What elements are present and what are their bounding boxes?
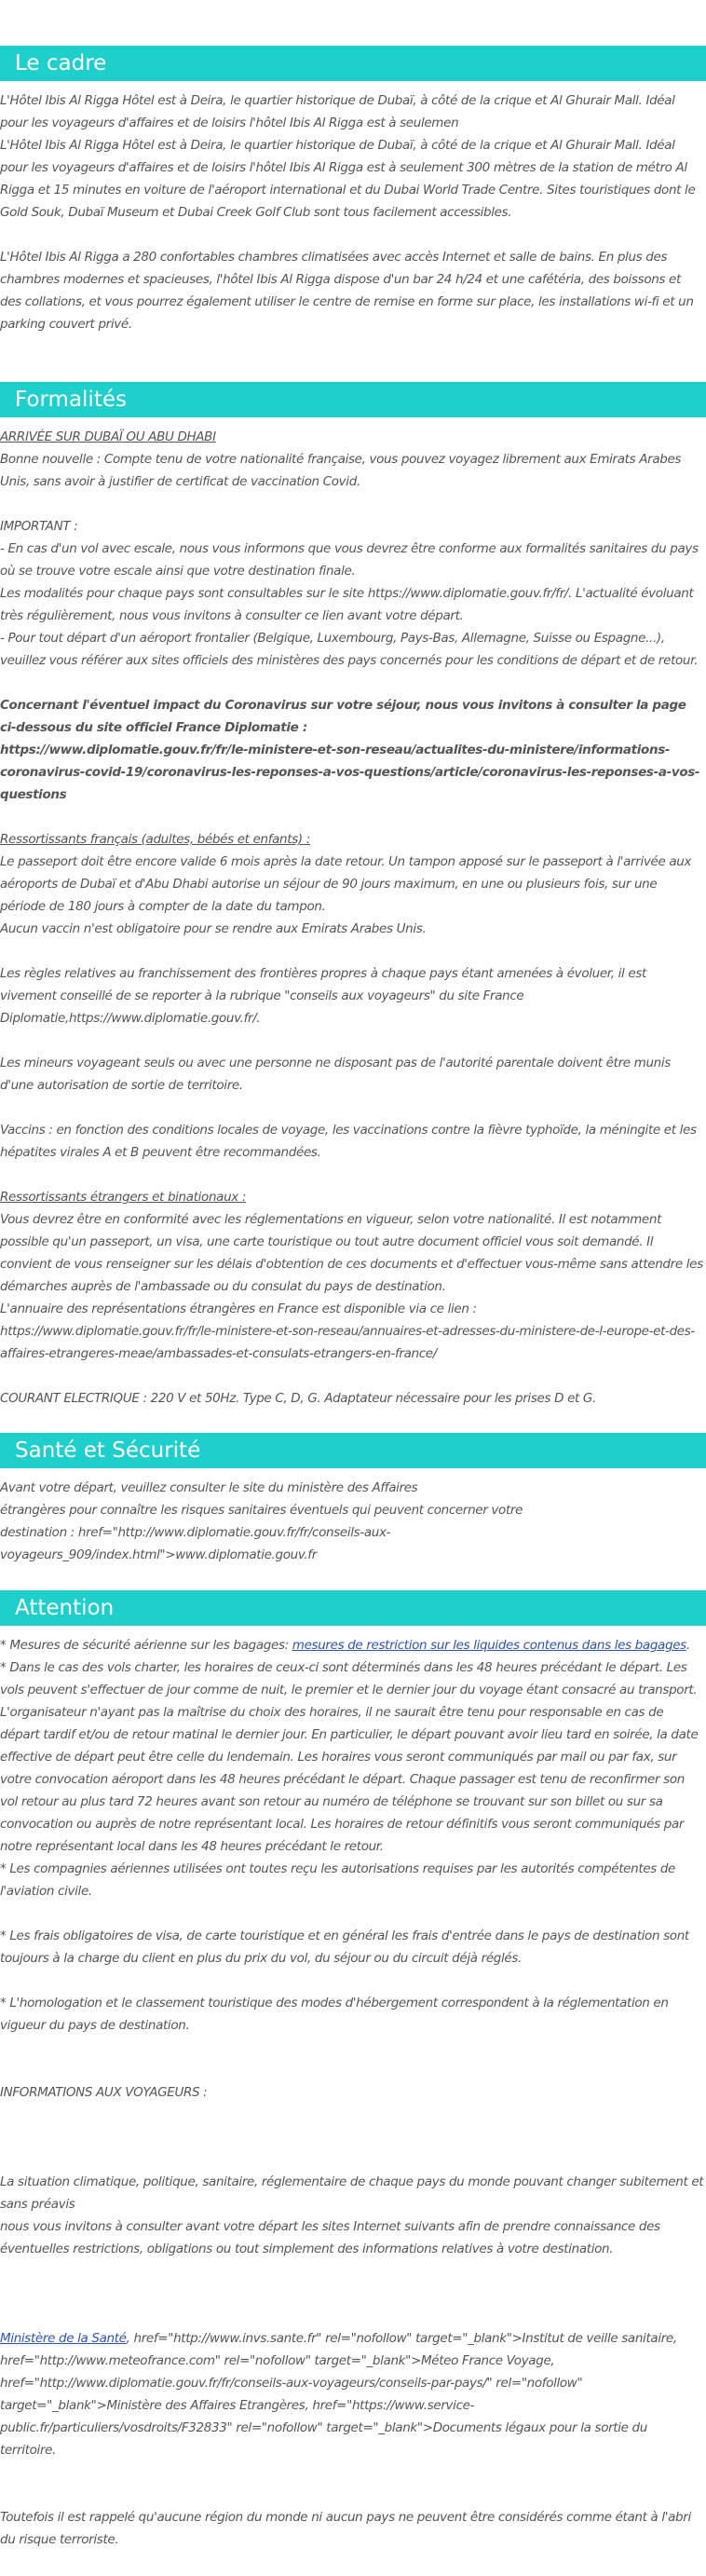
homologation-text: * L'homologation et le classement touristique des modes d'hébergement correspondent à la réglementation en vigueur du pays de destination. bbox=[0, 1996, 669, 2033]
section-title-attention: Attention bbox=[0, 1590, 706, 1626]
section-cadre bbox=[0, 46, 706, 335]
fees-text: * Les frais obligatoires de visa, de carte touristique et en général les frais d'entrée dans le pays de destination sont toujours à la charge du client en plus du prix du vol, du séjour ou du circuit déjà réglés. bbox=[0, 1929, 689, 1966]
section-attention bbox=[0, 1590, 706, 2551]
vaccines-text: Vaccins : en fonction des conditions locales de voyage, les vaccinations contre la fièvre typhoïde, la méningite et les hépatites virales A et B peuvent être recommandées. bbox=[0, 1123, 697, 1160]
sante-text: Avant votre départ, veuillez consulter le site du ministère des Affaires étrangères pour connaître les risques sanitaires éventuels qui peuvent concerner votre destination : href="http://www.diplomatie.gouv.fr/fr/conseils-aux-voyageurs_909/index.html">www.diplomatie.gouv.fr bbox=[0, 1480, 523, 1562]
cadre-paragraph-2: L'Hôtel Ibis Al Rigga a 280 confortables chambres climatisées avec accès Internet et salle de bains. En plus des chambres modernes et spacieuses, l'hôtel Ibis Al Rigga dispose d'un bar 24 h/24 et une cafétéria, des boissons et des collations, et vous pourrez également utiliser le centre de remise en forme sur place, les installations wi-fi et un parking couvert privé. bbox=[0, 250, 694, 332]
charter-text: * Dans le cas des vols charter, les horaires de ceux-ci sont déterminés dans les 48 heures précédant le départ. Les vols peuvent s'effectuer de jour comme de nuit, le premier et le dernier jour du voyage étant consacré au transport. L'organisateur n'ayant pas la maîtrise du choix des horaires, il ne saurait être tenu pour responsable en cas de départ tardif et/ou de retour matinal le dernier jour. En particulier, le départ pouvant avoir lieu tard en soirée, la date effective de départ peut être celle du lendemain. Les horaires vous seront communiqués par mail ou par fax, sur votre convocation aéroport dans les 48 heures précédant le départ. Chaque passager est tenu de reconfirmer son vol retour au plus tard 72 heures avant son retour au numéro de téléphone se trouvant sur son billet ou sur sa convocation ou auprès de notre représentant local. Les horaires de retour définitifs vous seront communiqués par notre représentant local dans les 48 heures précédant le retour. * Les compagnies aériennes utilisées ont toutes reçu les autorisations requises par les autorités compétentes de l'aviation civile. bbox=[0, 1660, 699, 1899]
borders-text: Les règles relatives au franchissement des frontières propres à chaque pays étant amenées à évoluer, il est vivement conseillé de se reporter à la rubrique "conseils aux voyageurs" du site France Diplomatie,https://www.diplomatie.gouv.fr/. bbox=[0, 966, 646, 1026]
info-heading: INFORMATIONS AUX VOYAGEURS : bbox=[0, 2085, 208, 2100]
liquids-restriction-link[interactable]: mesures de restriction sur les liquides contenus dans les bagages bbox=[292, 1638, 686, 1653]
section-sante bbox=[0, 1433, 706, 1566]
covid-notice: Concernant l'éventuel impact du Coronavirus sur votre séjour, nous vous invitons à consulter la page ci-dessous du site officiel France Diplomatie : https://www.diplomatie.gouv.fr/fr/le-ministere-et-son-reseau/actualites-du-ministere/informations-coronavirus-covid-19/coronavirus-les-reponses-a-vos-questions/article/coronavirus-les-reponses-a-vos-questions bbox=[0, 698, 700, 802]
section-title-cadre: Le cadre bbox=[0, 46, 706, 81]
climate-text: La situation climatique, politique, sanitaire, réglementaire de chaque pays du monde pouvant changer subitement et sans préavis nous vous invitons à consulter avant votre départ les sites Internet suivants afin de prendre connaissance des éventuelles restrictions, obligations ou tout simplement des informations relatives à votre destination. bbox=[0, 2174, 704, 2256]
ministry-rest: , href="http://www.invs.sante.fr" rel="nofollow" target="_blank">Institut de veille sanitaire, href="http://www.meteofrance.com" rel="nofollow" target="_blank">Méteo France Voyage, href="http://www.diplomatie.gouv.fr/fr/conseils-aux-voyageurs/conseils-par-pays/" rel="nofollow" target="_blank">Ministère des Affaires Etrangères, href="https://www.service-public.fr/particuliers/vosdroits/F32833" rel="nofollow" target="_blank">Documents légaux pour la sortie du territoire. bbox=[0, 2331, 677, 2458]
section-formalites bbox=[0, 382, 706, 1410]
french-nationals-text: Le passeport doit être encore valide 6 mois après la date retour. Un tampon apposé sur le passeport à l'arrivée aux aéroports de Dubaï et d'Abu Dhabi autorise un séjour de 90 jours maximum, en une ou plusieurs fois, sur une période de 180 jours à compter de la date du tampon. Aucun vaccin n'est obligatoire pour se rendre aux Emirats Arabes Unis. bbox=[0, 854, 692, 936]
luggage-paragraph bbox=[0, 1634, 704, 1656]
minors-text: Les mineurs voyageant seuls ou avec une personne ne disposant pas de l'autorité parentale doivent être munis d'une autorisation de sortie de territoire. bbox=[0, 1056, 671, 1093]
ministry-paragraph bbox=[0, 2327, 704, 2461]
section-title-formalites: Formalités bbox=[0, 382, 706, 417]
luggage-prefix: * Mesures de sécurité aérienne sur les bagages: bbox=[0, 1638, 292, 1653]
cadre-paragraph-1: L'Hôtel Ibis Al Rigga Hôtel est à Deira, le quartier historique de Dubaï, à côté de la crique et Al Ghurair Mall. Idéal pour les voyageurs d'affaires et de loisirs l'hôtel Ibis Al Rigga est à seulemen L'Hôtel Ibis Al Rigga Hôtel est à Deira, le quartier historique de Dubaï, à côté de la crique et Al Ghurair Mall. Idéal pour les voyageurs d'affaires et de loisirs l'hôtel Ibis Al Rigga est à seulement 300 mètres de la station de métro Al Rigga et 15 minutes en voiture de l'aéroport international et du Dubai World Trade Centre. Sites touristiques dont le Gold Souk, Dubaï Museum et Dubai Creek Golf Club sont tous facilement accessibles. bbox=[0, 93, 696, 220]
french-nationals-heading: Ressortissants français (adultes, bébés et enfants) : bbox=[0, 832, 310, 847]
section-title-sante: Santé et Sécurité bbox=[0, 1433, 706, 1468]
foreign-nationals-heading: Ressortissants étrangers et binationaux : bbox=[0, 1190, 247, 1205]
ministry-link[interactable]: Ministère de la Santé bbox=[0, 2331, 127, 2346]
electric-text: COURANT ELECTRIQUE : 220 V et 50Hz. Type C, D, G. Adaptateur nécessaire pour les prises D et G. bbox=[0, 1391, 596, 1406]
luggage-suffix: . bbox=[686, 1638, 690, 1653]
important-notice: IMPORTANT : - En cas d'un vol avec escale, nous vous informons que vous devrez être conforme aux formalités sanitaires du pays où se trouve votre escale ainsi que votre destination finale. Les modalités pour chaque pays sont consultables sur le site https://www.diplomatie.gouv.fr/fr/. L'actualité évoluant très régulièrement, nous vous invitons à consulter ce lien avant votre départ. - Pour tout départ d'un aéroport frontalier (Belgique, Luxembourg, Pays-Bas, Allemagne, Suisse ou Espagne...), veuillez vous référer aux sites officiels des ministères des pays concernés pour les conditions de départ et de retour. bbox=[0, 519, 699, 668]
arrival-heading: ARRIVÉE SUR DUBAÏ OU ABU DHABI bbox=[0, 429, 216, 444]
arrival-text: Bonne nouvelle : Compte tenu de votre nationalité française, vous pouvez voyagez librement aux Emirats Arabes Unis, sans avoir à justifier de certificat de vaccination Covid. bbox=[0, 452, 682, 489]
foreign-nationals-text: Vous devrez être en conformité avec les réglementations en vigueur, selon votre nationalité. Il est notamment possible qu'un passeport, un visa, une carte touristique ou tout autre document officiel vous soit demandé. Il convient de vous renseigner sur les délais d'obtention de ces documents et d'effectuer vous-même sans attendre les démarches auprès de l'ambassade ou du consulat du pays de destination. L'annuaire des représentations étrangères en France est disponible via ce lien : https://www.diplomatie.gouv.fr/fr/le-ministere-et-son-reseau/annuaires-et-adresses-du-ministere-de-l-europe-et-des-affaires-etrangeres-meae/ambassades-et-consulats-etrangers-en-france/ bbox=[0, 1212, 703, 1361]
terror-text: Toutefois il est rappelé qu'aucune région du monde ni aucun pays ne peuvent être considérés comme étant à l'abri du risque terroriste. bbox=[0, 2510, 691, 2547]
